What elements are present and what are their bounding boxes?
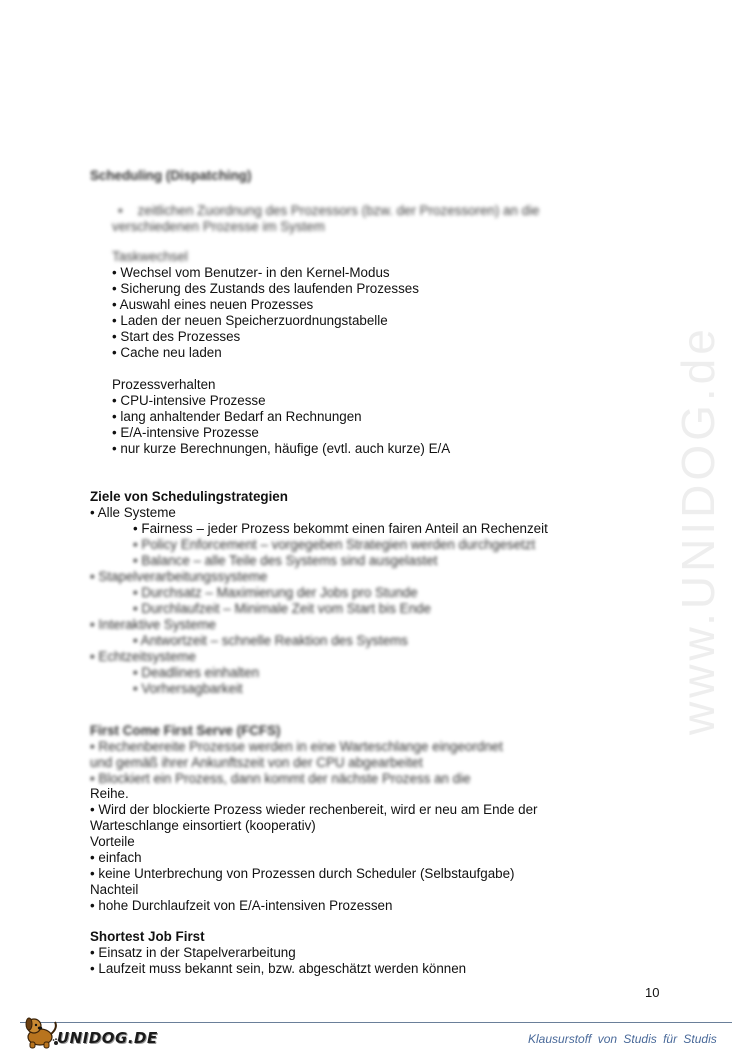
list-item: • Balance – alle Teile des Systems sind ausgelastet bbox=[133, 553, 438, 568]
list-item: • Policy Enforcement – vorgegeben Strategien werden durchgesetzt bbox=[133, 537, 536, 552]
text-line: • keine Unterbrechung von Prozessen durch Scheduler (Selbstaufgabe) bbox=[90, 866, 515, 881]
text-line: • Einsatz in der Stapelverarbeitung bbox=[90, 945, 296, 960]
footer-slogan: Klausurstoff von Studis für Studis bbox=[528, 1032, 717, 1046]
section-title-fcfs: First Come First Serve (FCFS) bbox=[90, 723, 281, 738]
prozess-item: • lang anhaltender Bedarf an Rechnungen bbox=[112, 409, 362, 424]
text-line: Reihe. bbox=[90, 786, 129, 801]
prozessverhalten-label: Prozessverhalten bbox=[112, 377, 216, 392]
text-line: • Blockiert ein Prozess, dann kommt der nächste Prozess an die bbox=[90, 771, 471, 786]
taskwechsel-item: • Laden der neuen Speicherzuordnungstabelle bbox=[112, 313, 388, 328]
section-title-ziele: Ziele von Schedulingstrategien bbox=[90, 489, 288, 504]
vorteile-label: Vorteile bbox=[90, 834, 135, 849]
list-item: • Deadlines einhalten bbox=[133, 665, 260, 680]
text-line: • einfach bbox=[90, 850, 142, 865]
logo-text: UNIDOG.DE bbox=[57, 1029, 158, 1047]
text-line: und gemäß ihrer Ankunftszeit von der CPU abgearbeitet bbox=[90, 755, 423, 770]
text-line: • Rechenbereite Prozesse werden in eine Warteschlange eingeordnet bbox=[90, 739, 503, 754]
nachteil-label: Nachteil bbox=[90, 882, 139, 897]
taskwechsel-label: Taskwechsel bbox=[112, 249, 188, 264]
list-item: • Durchsatz – Maximierung der Jobs pro Stunde bbox=[133, 585, 418, 600]
text-line: • hohe Durchlaufzeit von E/A-intensiven Prozessen bbox=[90, 898, 393, 913]
watermark: www.UNIDOG.de bbox=[672, 325, 724, 735]
list-item: • Stapelverarbeitungssysteme bbox=[90, 569, 268, 584]
prozess-item: • E/A-intensive Prozesse bbox=[112, 425, 259, 440]
page-number: 10 bbox=[645, 985, 660, 1000]
list-item: • Alle Systeme bbox=[90, 505, 176, 520]
text-line: • Wird der blockierte Prozess wieder rechenbereit, wird er neu am Ende der bbox=[90, 802, 538, 817]
bullet-description-cont: verschiedenen Prozesse im System bbox=[112, 219, 325, 234]
list-item: • Durchlaufzeit – Minimale Zeit vom Start bis Ende bbox=[133, 601, 431, 616]
list-item: • Interaktive Systeme bbox=[90, 617, 216, 632]
taskwechsel-item: • Sicherung des Zustands des laufenden Prozesses bbox=[112, 281, 419, 296]
list-item: • Vorhersagbarkeit bbox=[133, 681, 243, 696]
taskwechsel-item: • Auswahl eines neuen Prozesses bbox=[112, 297, 314, 312]
list-item: • Antwortzeit – schnelle Reaktion des Systems bbox=[133, 633, 408, 648]
list-item: • Fairness – jeder Prozess bekommt einen fairen Anteil an Rechenzeit bbox=[133, 521, 548, 536]
taskwechsel-item: • Wechsel vom Benutzer- in den Kernel-Modus bbox=[112, 265, 390, 280]
text-line: • Laufzeit muss bekannt sein, bzw. abgeschätzt werden können bbox=[90, 961, 467, 976]
section-title-sjf: Shortest Job First bbox=[90, 929, 205, 944]
prozess-item: • CPU-intensive Prozesse bbox=[112, 393, 266, 408]
section-title-scheduling: Scheduling (Dispatching) bbox=[90, 168, 252, 183]
taskwechsel-item: • Cache neu laden bbox=[112, 345, 222, 360]
taskwechsel-item: • Start des Prozesses bbox=[112, 329, 241, 344]
list-item: • Echtzeitsysteme bbox=[90, 649, 196, 664]
bullet-description: • zeitlichen Zuordnung des Prozessors (bzw. der Prozessoren) an die bbox=[118, 203, 540, 218]
text-line: Warteschlange einsortiert (kooperativ) bbox=[90, 818, 316, 833]
prozess-item: • nur kurze Berechnungen, häufige (evtl. auch kurze) E/A bbox=[112, 441, 451, 456]
